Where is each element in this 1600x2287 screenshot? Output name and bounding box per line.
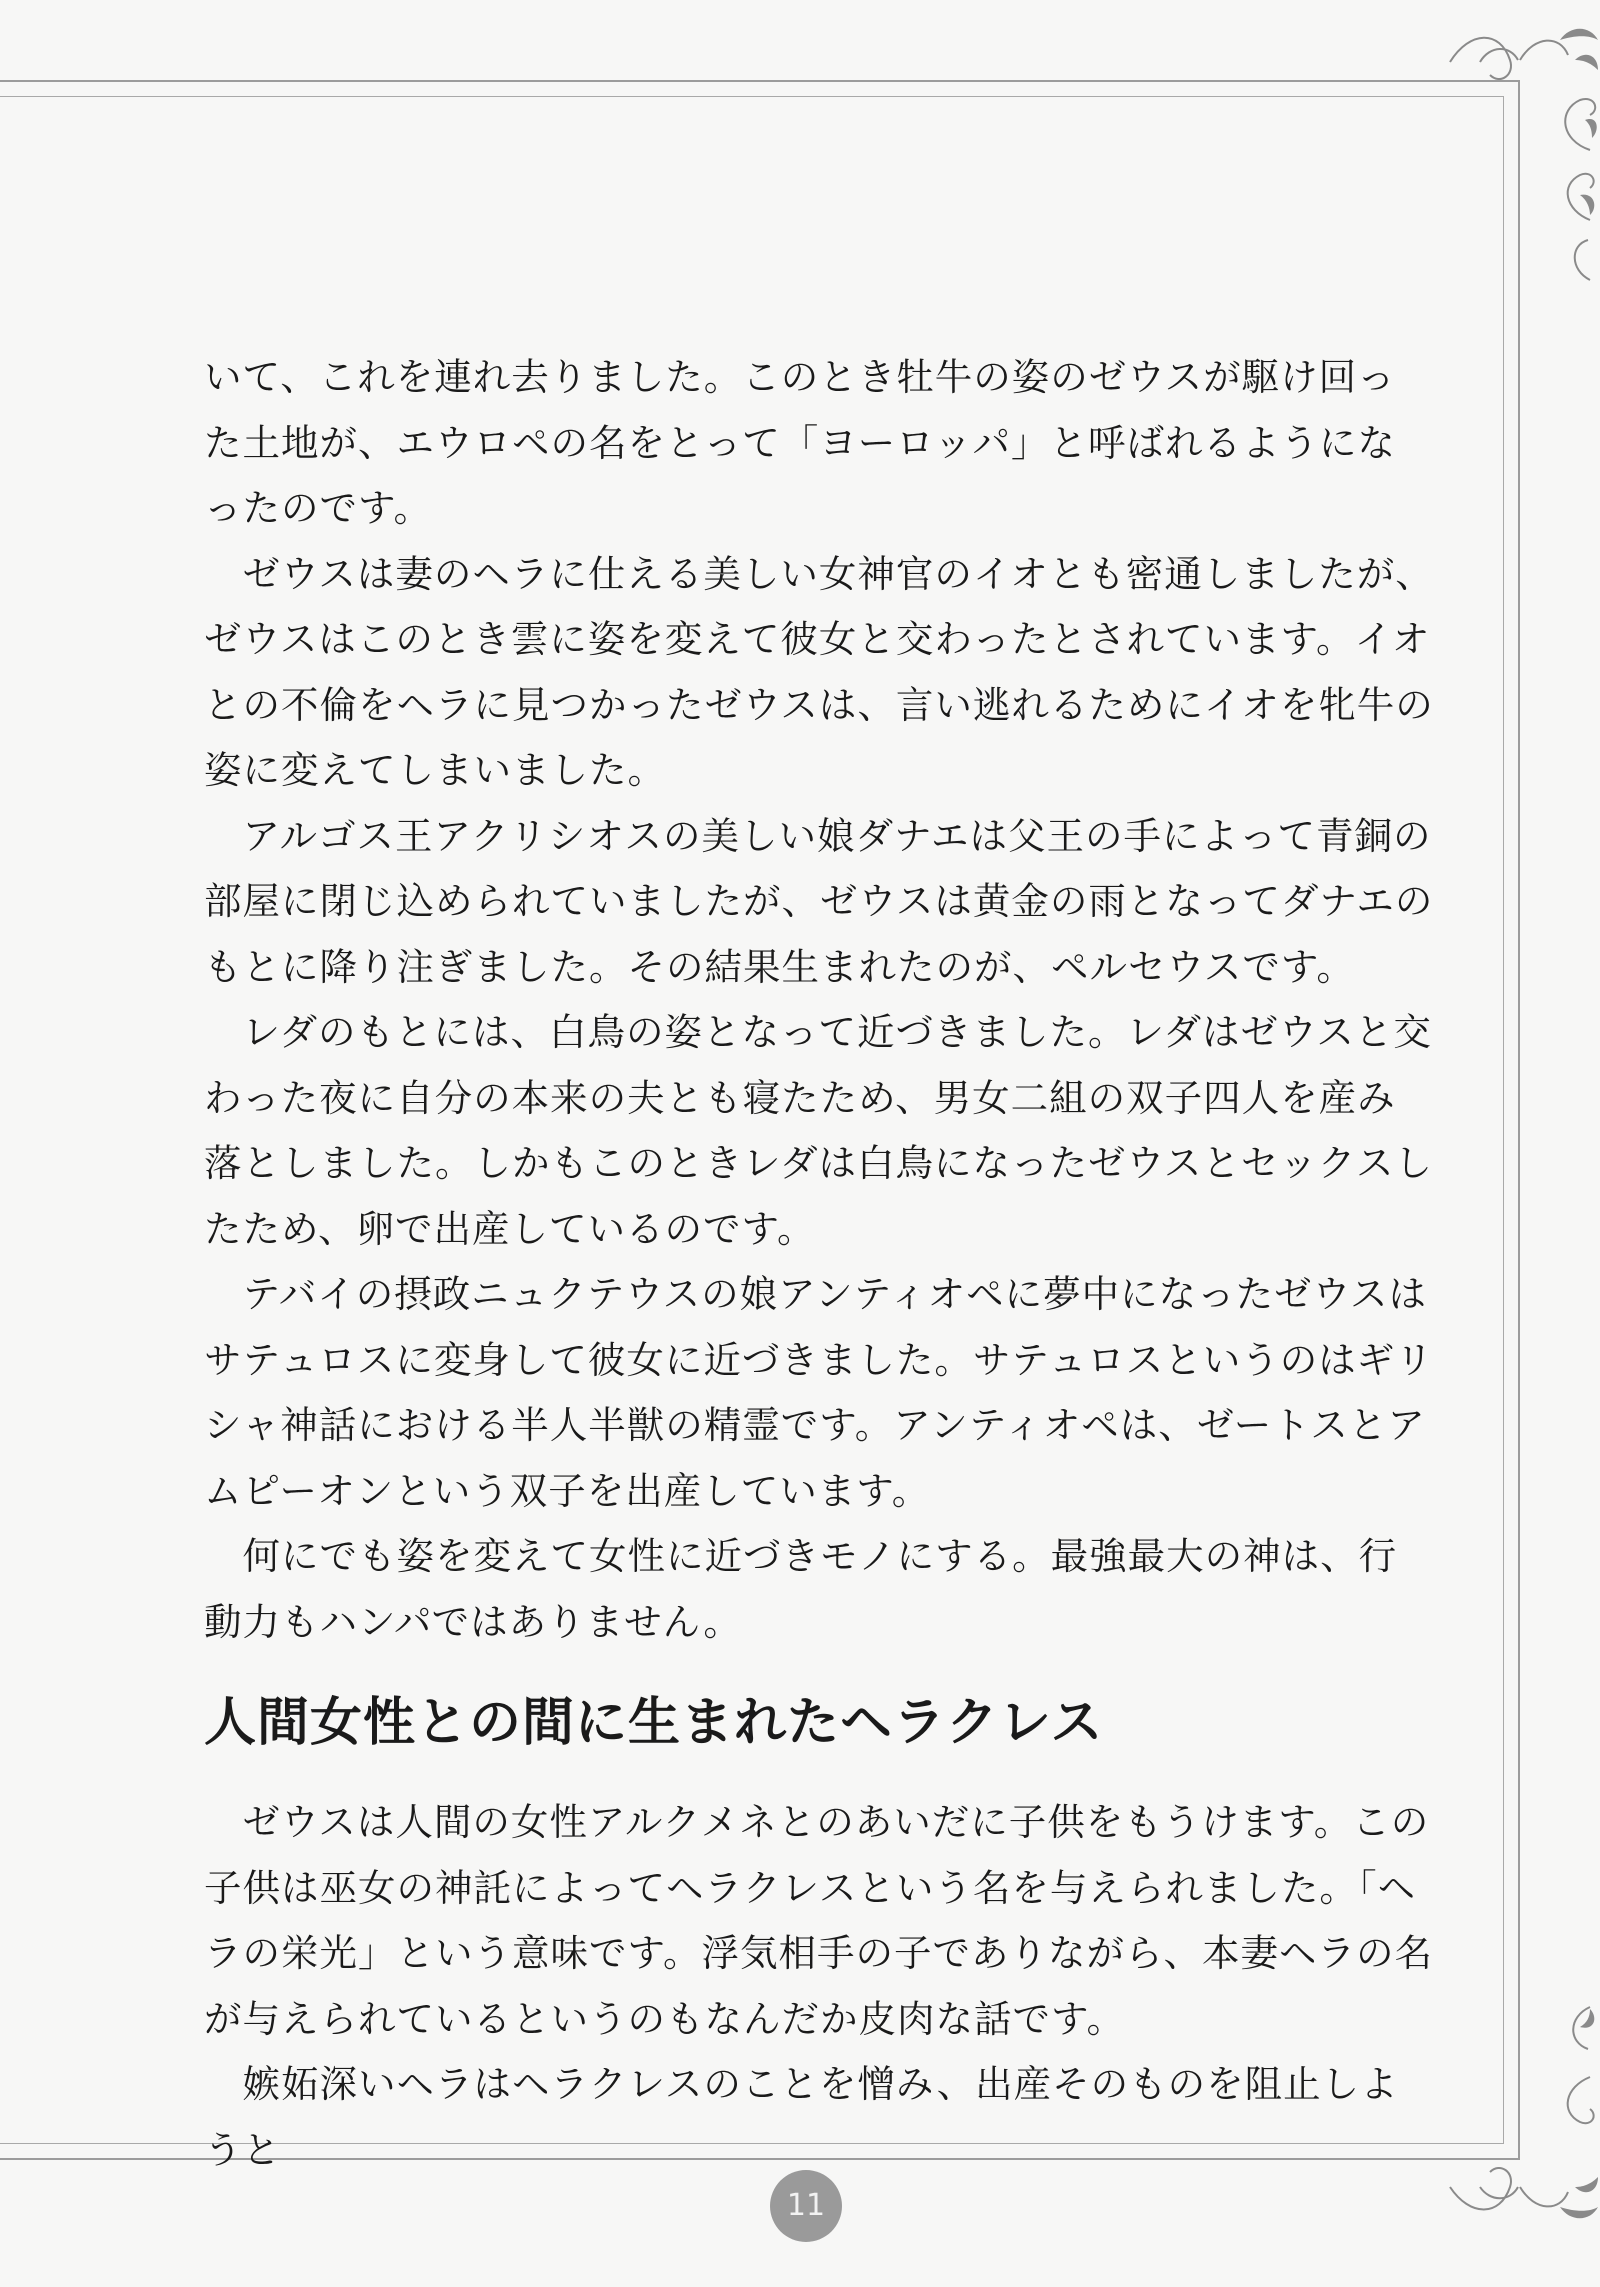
paragraph-heracles-birth: ゼウスは人間の女性アルクメネとのあいだに子供をもうけます。この子供は巫女の神託によってヘラクレスという名を与えられました。「ヘラの栄光」という意味です。浮気相手の子でありながら、本妻ヘラの名が与えられているというのもなんだか皮肉な話です。 xyxy=(204,1800,1433,2041)
paragraph-summary: 何にでも姿を変えて女性に近づきモノにする。最強最大の神は、行動力もハンパではありません。 xyxy=(204,1534,1398,1644)
paragraph-europa: いて、これを連れ去りました。このとき牡牛の姿のゼウスが駆け回った土地が、エウロペの名をとって「ヨーロッパ」と呼ばれるようになったのです。 xyxy=(204,355,1396,530)
paragraph-danae: アルゴス王アクリシオスの美しい娘ダナエは父王の手によって青銅の部屋に閉じ込められていましたが、ゼウスは黄金の雨となってダナエのもとに降り注ぎました。その結果生まれたのが、ペルセウスです。 xyxy=(204,813,1434,989)
flourish-ornament-bottom-right xyxy=(1440,1987,1600,2227)
paragraph-antiope: テバイの摂政ニュクテウスの娘アンティオペに夢中になったゼウスはサテュロスに変身して彼女に近づきました。サテュロスというのはギリシャ神話における半人半獣の精霊です。アンティオペは、ゼートスとアムピーオンという双子を出産しています。 xyxy=(204,1272,1434,1513)
paragraph-io: ゼウスは妻のヘラに仕える美しい女神官のイオとも密通しましたが、ゼウスはこのとき雲に姿を変えて彼女と交わったとされています。イオとの不倫をヘラに見つかったゼウスは、言い逃れるためにイオを牝牛の姿に変えてしまいました。 xyxy=(204,551,1434,792)
section-body-text xyxy=(204,1790,1434,2183)
body-text xyxy=(204,345,1434,1655)
paragraph-hera-jealousy: 嫉妬深いヘラはヘラクレスのことを憎み、出産そのものを阻止しようと xyxy=(204,2062,1399,2172)
section-heading: 人間女性との間に生まれたヘラクレス xyxy=(204,1693,1104,1753)
paragraph-leda: レダのもとには、白鳥の姿となって近づきました。レダはゼウスと交わった夜に自分の本来の夫とも寝たため、男女二組の双子四人を産み落としました。しかもこのときレダは白鳥になったゼウスとセックスしたため、卵で出産しているのです。 xyxy=(204,1010,1433,1251)
page-number: 11 xyxy=(770,2170,842,2242)
flourish-ornament-top-right xyxy=(1440,20,1600,300)
